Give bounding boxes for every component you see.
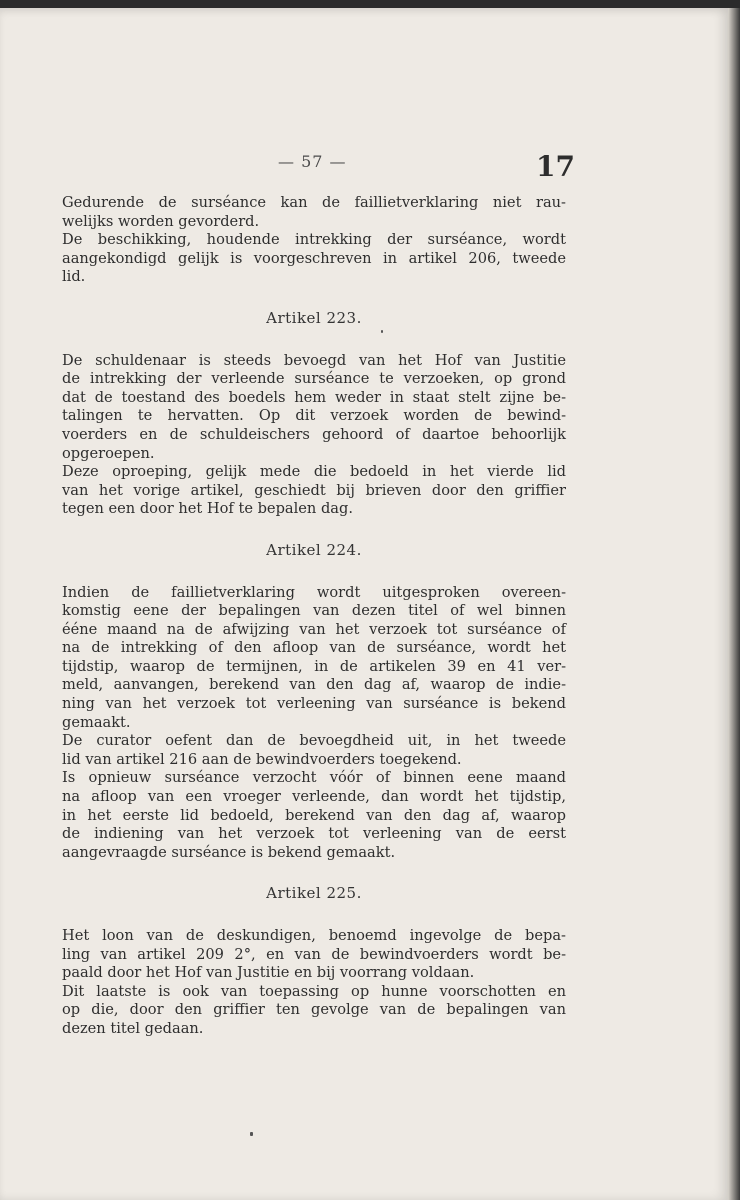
text-line: de indiening van het verzoek tot verleening van de eerst [62, 825, 566, 843]
paragraph [62, 463, 566, 519]
text-line: meld, aanvangen, berekend van den dag af, waarop de indie- [62, 676, 566, 694]
paper-speck [250, 1132, 253, 1136]
text-line: na afloop van een vroeger verleende, dan wordt het tijdstip, [62, 788, 566, 806]
text-line: opgeroepen. [62, 444, 155, 462]
body-text [62, 194, 566, 1039]
text-line: voerders en de schuldeischers gehoord of daartoe behoorlijk [62, 425, 566, 443]
text-line: gemaakt. [62, 713, 131, 731]
text-line: lid. [62, 268, 86, 286]
text-line: ling van artikel 209 2°, en van de bewindvoerders wordt be- [62, 945, 566, 963]
text-line: lid van artikel 216 aan de bewindvoerders toegekend. [62, 750, 462, 768]
page-edge-shadow [728, 8, 740, 1200]
text-line: De curator oefent dan de bevoegdheid uit, in het tweede [62, 732, 566, 750]
text-line: ning van het verzoek tot verleening van surséance is bekend [62, 695, 566, 713]
article-heading: Artikel 225. [266, 884, 362, 903]
text-line: Is opnieuw surséance verzocht vóór of binnen eene maand [62, 769, 566, 787]
text-line: Gedurende de surséance kan de faillietverklaring niet rau- [62, 194, 566, 211]
paragraph [62, 769, 566, 862]
text-line: tegen een door het Hof te bepalen dag. [62, 500, 353, 518]
article-heading: Artikel 223. [266, 308, 362, 327]
page-number-small: — 57 — [278, 152, 347, 171]
text-line: ééne maand na de afwijzing van het verzoek tot surséance of [62, 620, 566, 638]
paragraph [62, 927, 566, 983]
text-line: Dit laatste is ook van toepassing op hunne voorschotten en [62, 982, 566, 1000]
text-line: Deze oproeping, gelijk mede die bedoeld in het vierde lid [62, 463, 566, 481]
text-line: van het vorige artikel, geschiedt bij brieven door den griffier [62, 481, 566, 499]
text-line: De schuldenaar is steeds bevoegd van het Hof van Justitie [62, 351, 566, 369]
text-line: in het eerste lid bedoeld, berekend van den dag af, waarop [62, 806, 566, 824]
text-line: talingen te hervatten. Op dit verzoek worden de bewind- [62, 407, 566, 425]
text-line: tijdstip, waarop de termijnen, in de artikelen 39 en 41 ver- [62, 657, 566, 675]
text-line: Indien de faillietverklaring wordt uitgesproken overeen- [62, 583, 566, 601]
text-line: dezen titel gedaan. [62, 1019, 204, 1037]
text-line: aangevraagde surséance is bekend gemaakt. [62, 843, 396, 861]
text-line: komstig eene der bepalingen van dezen titel of wel binnen [62, 602, 566, 620]
page-header [0, 146, 728, 186]
text-line: aangekondigd gelijk is voorgeschreven in artikel 206, tweede [62, 249, 566, 267]
paragraph [62, 352, 566, 464]
text-line: na de intrekking of den afloop van de surséance, wordt het [62, 639, 566, 657]
text-line: op die, door den griffier ten gevolge van de bepalingen van [62, 1001, 566, 1019]
text-line: welijks worden gevorderd. [62, 212, 260, 230]
text-line: paald door het Hof van Justitie en bij voorrang voldaan. [62, 964, 475, 982]
paper-speck [381, 330, 383, 333]
paragraph [62, 983, 566, 1039]
paragraph [62, 194, 566, 231]
paragraph [62, 732, 566, 769]
paragraph [62, 584, 566, 733]
document-page [0, 8, 728, 1200]
text-line: Het loon van de deskundigen, benoemd ingevolge de bepa- [62, 927, 566, 944]
text-line: dat de toestand des boedels hem weder in staat stelt zijne be- [62, 388, 566, 406]
paragraph [62, 231, 566, 287]
article-heading: Artikel 224. [266, 540, 362, 559]
text-line: De beschikking, houdende intrekking der surséance, wordt [62, 231, 566, 249]
text-line: de intrekking der verleende surséance te verzoeken, op grond [62, 370, 566, 388]
page-number-large: 17 [536, 150, 575, 183]
